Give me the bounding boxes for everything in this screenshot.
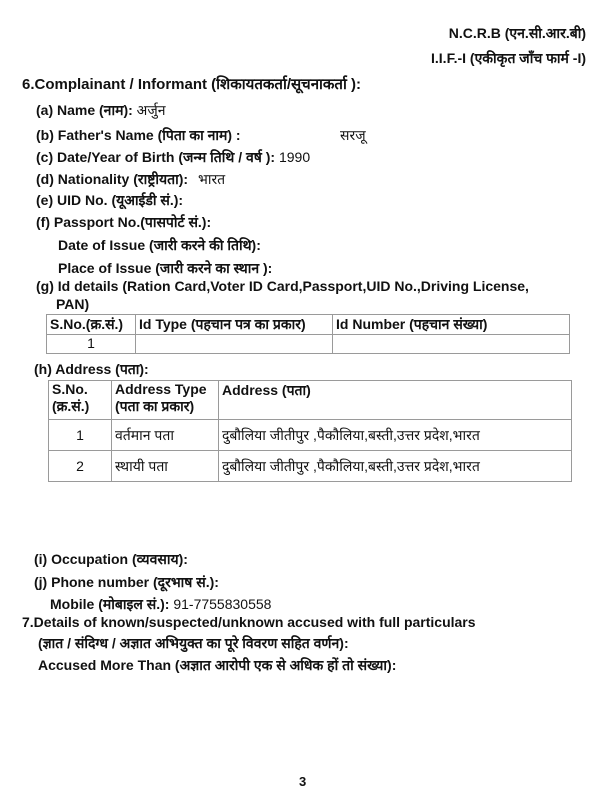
place-issue-label: Place of Issue (जारी करने का स्थान ): [58,260,273,276]
table-row [47,335,570,354]
section6-title: 6.Complainant / Informant (शिकायतकर्ता/सूचनाकर्ता ): [22,76,362,93]
id-table-header: S.No.(क्र.सं.) [47,315,136,335]
uid-label: (e) UID No. (यूआईडी सं.): [36,192,184,208]
address-label: (h) Address (पता): [34,361,149,377]
id-details-label-cont: PAN) [56,296,90,312]
nationality-row [36,170,225,189]
table-cell: 2 [49,451,112,482]
mobile-row [50,595,271,614]
header-ncrb: N.C.R.B (एन.सी.आर.बी) [448,25,586,41]
dob-label: (c) Date/Year of Birth (जन्म तिथि / वर्ष ): [36,149,276,165]
id-table-header: Id Number (पहचान संख्या) [333,315,570,335]
table-cell: स्थायी पता [112,451,219,482]
address-table [48,380,572,482]
address-table-header: Address Type (पता का प्रकार) [112,381,219,420]
table-cell: वर्तमान पता [112,420,219,451]
address-table-header: Address (पता) [219,381,572,420]
id-table [46,314,570,354]
nationality-label: (d) Nationality (राष्ट्रीयता): [36,171,189,187]
table-cell: 1 [47,335,136,354]
accused-more-label: Accused More Than (अज्ञात आरोपी एक से अधिक हों तो संख्या): [38,657,397,673]
nationality-value: भारत [197,171,226,187]
name-label: (a) Name (नाम): [36,102,133,118]
table-cell: 1 [49,420,112,451]
father-row [36,126,241,145]
page-number: 3 [299,774,307,789]
table-row [49,420,572,451]
occupation-label: (i) Occupation (व्यवसाय): [34,551,188,567]
table-row [49,451,572,482]
mobile-label: Mobile (मोबाइल सं.): [50,596,170,612]
father-label: (b) Father's Name (पिता का नाम) : [36,127,241,143]
name-value: अर्जुन [136,102,166,118]
father-value: सरजू [340,127,366,143]
name-row [36,101,166,120]
mobile-value: 91-7755830558 [173,596,272,612]
date-issue-label: Date of Issue (जारी करने की तिथि): [58,237,261,253]
table-cell [333,335,570,354]
header-iif: I.I.F.-I (एकीकृत जाँच फार्म -I) [431,50,586,66]
table-cell [136,335,333,354]
section7-subtitle: (ज्ञात / संदिग्ध / अज्ञात अभियुक्त का पूरे विवरण सहित वर्णन): [38,635,349,651]
table-cell: दुबौलिया जीतीपुर ,पैकौलिया,बस्ती,उत्तर प्रदेश,भारत [219,420,572,451]
passport-label: (f) Passport No.(पासपोर्ट सं.): [36,214,212,230]
section7-title: 7.Details of known/suspected/unknown accused with full particulars [22,614,476,630]
phone-label: (j) Phone number (दूरभाष सं.): [34,574,219,590]
dob-row [36,148,310,167]
table-cell: दुबौलिया जीतीपुर ,पैकौलिया,बस्ती,उत्तर प्रदेश,भारत [219,451,572,482]
address-table-header: S.No. (क्र.सं.) [49,381,112,420]
dob-value: 1990 [278,149,311,165]
id-details-label: (g) Id details (Ration Card,Voter ID Card,Passport,UID No.,Driving License, [36,278,529,294]
id-table-header: Id Type (पहचान पत्र का प्रकार) [136,315,333,335]
